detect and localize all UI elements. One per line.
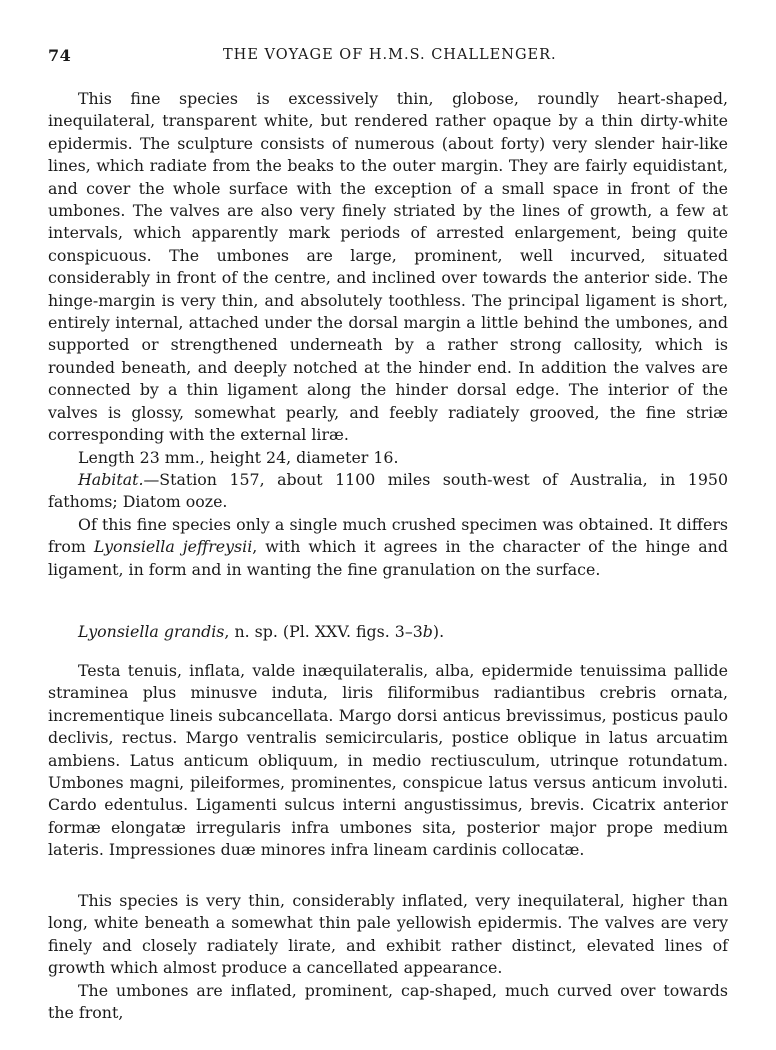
english-paragraph-2: The umbones are inflated, prominent, cap-shaped, much curved over towards the front, xyxy=(48,980,728,1023)
english-description-block xyxy=(48,890,728,1024)
page-header xyxy=(48,46,728,68)
english-paragraph-1: This species is very thin, considerably inflated, very inequilateral, higher than long, white beneath a somewhat thin pale yellowish epidermis. The valves are very finely and closely radiately lirate, and exhibit rather distinct, elevated lines of growth which almost produce a cancellated appearance. xyxy=(48,891,728,978)
latin-description-block xyxy=(48,660,728,862)
figure-letter: b xyxy=(422,622,433,641)
species-description xyxy=(48,88,728,581)
latin-description: Testa tenuis, inflata, valde inæquilateralis, alba, epidermide tenuissima pallide straminea plus minusve induta, liris filiformibus radiantibus crebris ornata, incrementique lineis subcancellata. Margo dorsi anticus brevissimus, posticus paulo declivis, rectus. Margo ventralis semicircularis, postice oblique in latus arcuatim ambiens. Latus anticum obliquum, in medio rectiusculum, utrinque rotundatum. Umbones magni, pileiformes, prominentes, conspicue latus versus anticum involuti. Cardo edentulus. Ligamenti sulcus interni angustissimus, brevis. Cicatrix anterior formæ elongatæ irregularis infra umbones sita, posterior major prope medium lateris. Impressiones duæ minores infra lineam cardinis collocatæ. xyxy=(48,661,728,860)
habitat-text: —Station 157, about 1100 miles south-west of Australia, in 1950 fathoms; Diatom ooze. xyxy=(48,469,728,512)
habitat-label: Habitat. xyxy=(78,469,144,489)
dimensions-line: Length 23 mm., height 24, diameter 16. xyxy=(78,447,399,467)
description-paragraph: This fine species is excessively thin, globose, roundly heart-shaped, inequilateral, transparent white, but rendered rather opaque by a thin dirty-white epidermis. The sculpture consists of numerous (about forty) very slender hair-like lines, which radiate from the beaks to the outer margin. They are fairly equidistant, and cover the whole surface with the exception of a small space in front of the umbones. The valves are also very finely striated by the lines of growth, a few at intervals, which apparently mark periods of arrested enlargement, being quite conspicuous. The umbones are large, prominent, well incurved, situated considerably in front of the centre, and inclined over towards the anterior side. The hinge-margin is very thin, and absolutely toothless. The principal ligament is short, entirely internal, attached under the dorsal margin a little behind the umbones, and supported or strengthened underneath by a rather strong callosity, which is rounded beneath, and deeply notched at the hinder end. In addition the valves are connected by a thin ligament along the hinder dorsal edge. The interior of the valves is glossy, somewhat pearly, and feebly radiately grooved, the fine striæ corresponding with the external liræ. xyxy=(48,89,728,445)
page-number: 74 xyxy=(48,46,72,65)
comparison-text-pre: Of this fine species only a single much crushed specimen was obtained. It differs from xyxy=(48,514,728,557)
running-title: THE VOYAGE OF H.M.S. CHALLENGER. xyxy=(223,47,557,63)
species-suffix: , n. sp. (Pl. XXV. figs. 3–3 xyxy=(224,622,423,641)
comparison-species: Lyonsiella jeffreysii xyxy=(93,537,253,557)
species-heading xyxy=(48,621,728,643)
comparison-text-post: , with which it agrees in the character of the hinge and ligament, in form and in wanting the fine granulation on the surface. xyxy=(48,537,728,579)
habitat-line xyxy=(48,469,728,514)
species-close: ). xyxy=(432,622,445,641)
comparison-paragraph xyxy=(48,514,728,581)
species-heading-line xyxy=(48,621,728,643)
species-name: Lyonsiella grandis xyxy=(78,622,225,641)
